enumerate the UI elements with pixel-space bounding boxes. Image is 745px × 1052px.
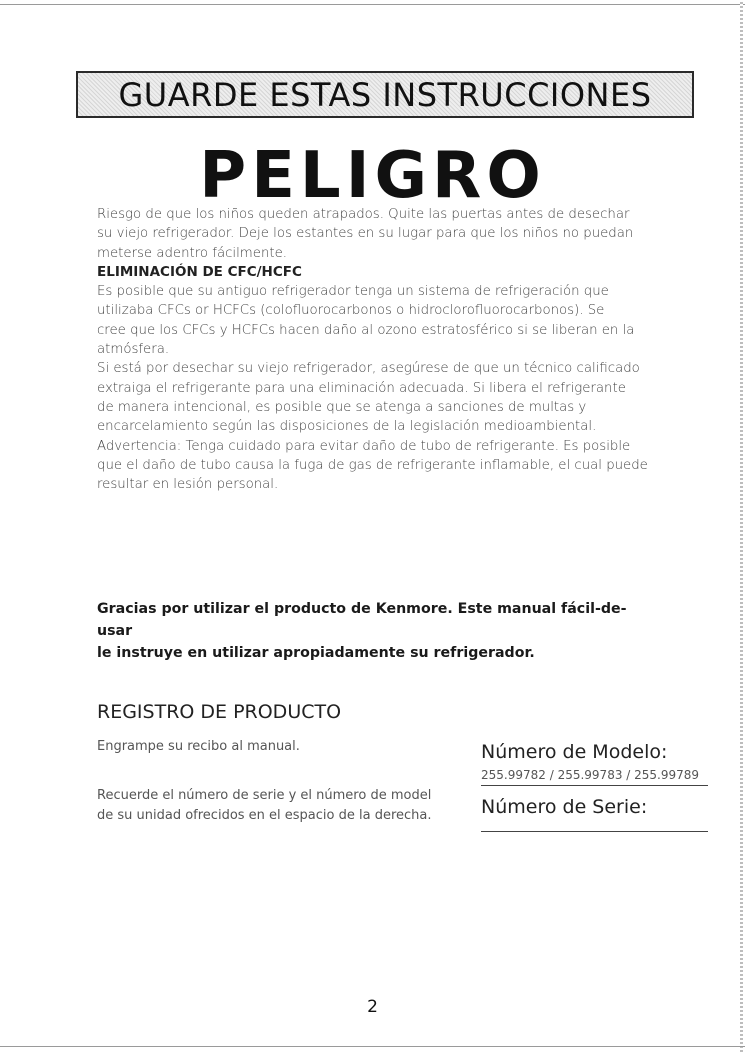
danger-body xyxy=(97,205,657,494)
cfc-heading: ELIMINACIÓN DE CFC/HCFC xyxy=(97,263,302,280)
cfc-line: Advertencia: Tenga cuidado para evitar daño de tubo de refrigerante. Es posible xyxy=(97,438,631,454)
cfc-line: que el daño de tubo causa la fuga de gas de refrigerante inflamable, el cual puede xyxy=(97,457,648,473)
cfc-line: de manera intencional, es posible que se atenga a sanciones de multas y xyxy=(97,399,587,415)
cfc-line: atmósfera. xyxy=(97,342,170,358)
cfc-line: Es posible que su antiguo refrigerador tenga un sistema de refrigeración que xyxy=(97,284,609,300)
remember-line: de su unidad ofrecidos en el espacio de la derecha. xyxy=(97,807,432,823)
remember-line: Recuerde el número de serie y el número de model xyxy=(97,788,432,803)
thanks-line: Gracias por utilizar el producto de Kenmore. Este manual fácil-de-usar xyxy=(97,601,627,639)
cfc-line: cree que los CFCs y HCFCs hacen daño al ozono estratosférico si se liberan en la xyxy=(97,322,635,338)
page-top-edge xyxy=(0,4,745,5)
model-number-values: 255.99782 / 255.99783 / 255.99789 xyxy=(481,768,700,782)
page-number: 2 xyxy=(367,997,378,1017)
model-number-label: Número de Modelo: xyxy=(481,741,668,763)
staple-receipt-text: Engrampe su recibo al manual. xyxy=(97,739,300,754)
registration-title: REGISTRO DE PRODUCTO xyxy=(97,701,342,723)
intro-line: su viejo refrigerador. Deje los estantes en su lugar para que los niños no puedan xyxy=(97,226,634,242)
cfc-line: encarcelamiento según las disposiciones de la legislación medioambiental. xyxy=(97,419,597,435)
serial-number-line xyxy=(481,831,708,832)
cfc-line: utilizaba CFCs or HCFCs (colofluorocarbonos o hidroclorofluorocarbonos). Se xyxy=(97,303,605,319)
cfc-line: extraiga el refrigerante para una eliminación adecuada. Si libera el refrigerante xyxy=(97,380,626,396)
cfc-line: resultar en lesión personal. xyxy=(97,477,279,493)
intro-line: Riesgo de que los niños queden atrapados. Quite las puertas antes de desechar xyxy=(97,207,630,222)
serial-number-label: Número de Serie: xyxy=(481,796,648,818)
model-number-line xyxy=(481,785,708,786)
thanks-line: le instruye en utilizar apropiadamente su refrigerador. xyxy=(97,645,535,661)
intro-line: meterse adentro fácilmente. xyxy=(97,245,287,261)
thanks-message xyxy=(97,598,637,664)
cfc-line: Si está por desechar su viejo refrigerador, asegúrese de que un técnico calificado xyxy=(97,361,640,377)
remember-numbers-text xyxy=(97,786,447,825)
page-bottom-edge xyxy=(0,1046,745,1047)
danger-title: PELIGRO xyxy=(199,139,546,213)
save-instructions-banner: GUARDE ESTAS INSTRUCCIONES xyxy=(76,71,694,118)
